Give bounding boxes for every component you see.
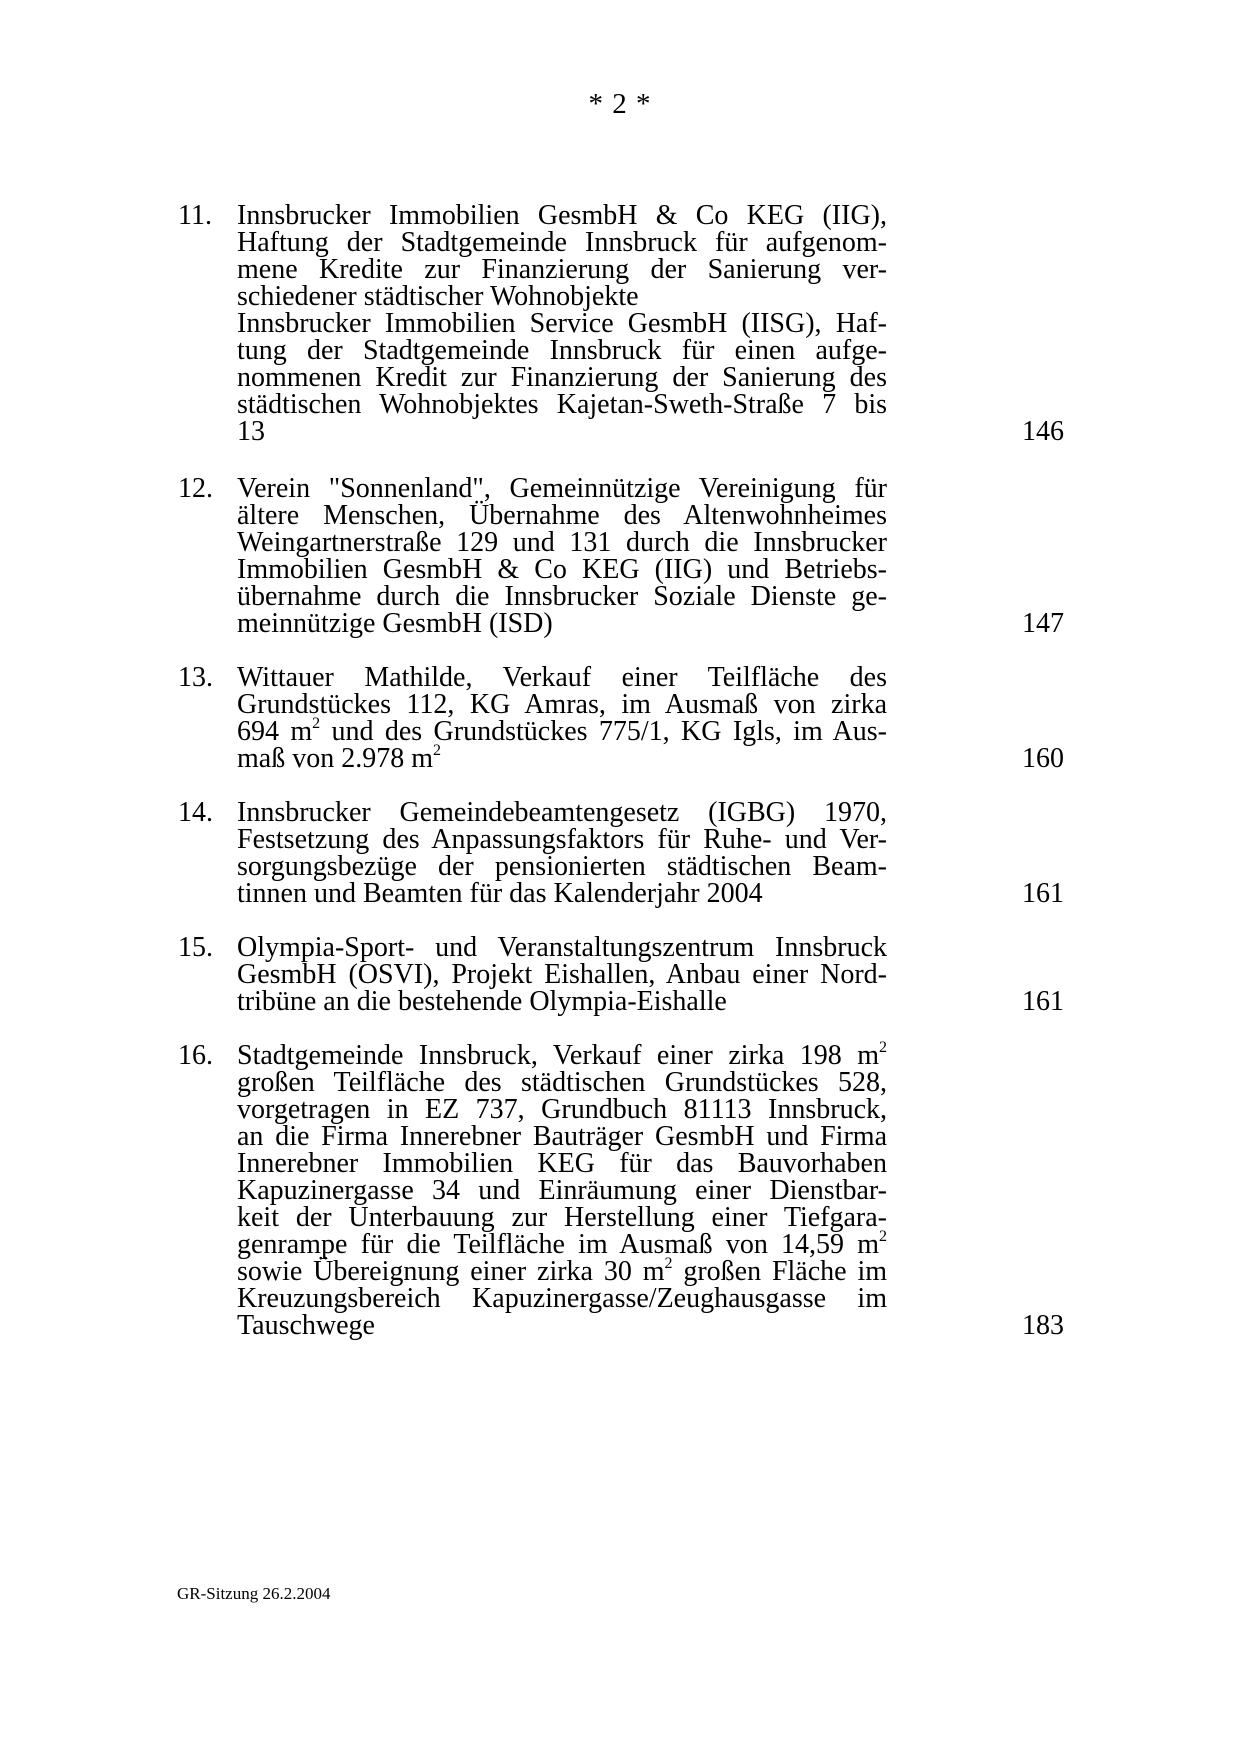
superscript: 2 — [433, 742, 441, 759]
superscript: 2 — [312, 715, 321, 732]
text-line: übernahme durch die Innsbrucker Soziale Dienste ge- — [237, 581, 887, 612]
text-line: ältere Menschen, Übernahme des Altenwohnheimes — [237, 500, 887, 531]
text-line: 13 — [237, 416, 265, 447]
text-line: Tauschwege — [237, 1310, 375, 1341]
text-line: Innsbrucker Gemeindebeamtengesetz (IGBG) 1970, — [237, 797, 887, 828]
item-page-number: 161 — [1022, 986, 1064, 1017]
text-line: Innsbrucker Immobilien Service GesmbH (IISG), Haf- — [237, 308, 887, 339]
item-number: 13. — [178, 662, 213, 693]
text-line: Verein "Sonnenland", Gemeinnützige Vereinigung für — [237, 473, 887, 504]
text-line: tribüne an die bestehende Olympia-Eishalle — [237, 986, 727, 1017]
text-line: an die Firma Innerebner Bauträger GesmbH und Firma — [237, 1121, 887, 1152]
text-fragment: Stadtgemeinde Innsbruck, Verkauf einer zirka 198 m — [237, 1040, 879, 1071]
item-page-number: 146 — [1022, 416, 1064, 447]
text-line: Kapuzinergasse 34 und Einräumung einer Dienstbar- — [237, 1175, 887, 1206]
item-title — [237, 202, 887, 445]
superscript: 2 — [664, 1255, 673, 1272]
text-line: Immobilien GesmbH & Co KEG (IIG) und Betriebs- — [237, 554, 887, 585]
superscript: 2 — [879, 1039, 887, 1056]
page-number: * 2 * — [588, 88, 652, 120]
item-title — [237, 475, 887, 637]
text-line: tinnen und Beamten für das Kalenderjahr 2004 — [237, 878, 763, 909]
text-line: keit der Unterbauung zur Herstellung einer Tiefgara- — [237, 1202, 887, 1233]
text-line: Festsetzung des Anpassungsfaktors für Ruhe- und Ver- — [237, 824, 887, 855]
area-value: 694 m — [237, 716, 313, 747]
text-line: sorgungsbezüge der pensionierten städtischen Beam- — [237, 851, 887, 882]
item-number: 16. — [178, 1040, 213, 1071]
text-line: großen Teilfläche des städtischen Grundstückes 528, — [237, 1067, 887, 1098]
item-number: 14. — [178, 797, 213, 828]
text-line: Haftung der Stadtgemeinde Innsbruck für aufgenom- — [237, 227, 887, 258]
text-line: schiedener städtischer Wohnobjekte — [237, 281, 639, 312]
item-number: 15. — [178, 932, 213, 963]
superscript: 2 — [879, 1228, 887, 1245]
footer-session-date: GR-Sitzung 26.2.2004 — [177, 1584, 331, 1603]
text-line: Wittauer Mathilde, Verkauf einer Teilfläche des — [237, 662, 887, 693]
text-line — [237, 715, 887, 747]
text-fragment: und des Grundstückes 775/1, KG Igls, im Aus- — [331, 716, 887, 747]
item-page-number: 147 — [1022, 608, 1064, 639]
text-fragment: sowie Übereignung einer zirka 30 m — [237, 1256, 665, 1287]
text-line — [237, 1228, 887, 1260]
item-number: 12. — [178, 473, 213, 504]
text-line — [237, 1255, 887, 1287]
text-fragment: großen Fläche im — [683, 1256, 887, 1287]
text-line: Innerebner Immobilien KEG für das Bauvorhaben — [237, 1148, 887, 1179]
item-number: 11. — [178, 200, 212, 231]
text-line: meinnützige GesmbH (ISD) — [237, 608, 553, 639]
item-page-number: 160 — [1022, 743, 1064, 774]
text-line: mene Kredite zur Finanzierung der Sanierung ver- — [237, 254, 887, 285]
area-value: maß von 2.978 m — [237, 743, 433, 774]
item-page-number: 183 — [1022, 1310, 1064, 1341]
text-line: nommenen Kredit zur Finanzierung der Sanierung des — [237, 362, 887, 393]
text-line: Olympia-Sport- und Veranstaltungszentrum Innsbruck — [237, 932, 887, 963]
text-line: Kreuzungsbereich Kapuzinergasse/Zeughausgasse im — [237, 1283, 887, 1314]
text-line: vorgetragen in EZ 737, Grundbuch 81113 Innsbruck, — [237, 1094, 887, 1125]
item-title — [237, 799, 887, 907]
item-title — [237, 664, 887, 772]
text-line: städtischen Wohnobjektes Kajetan-Sweth-Straße 7 bis — [237, 389, 887, 420]
text-line: Innsbrucker Immobilien GesmbH & Co KEG (IIG), — [237, 200, 887, 231]
item-title — [237, 934, 887, 1015]
text-line — [237, 742, 887, 774]
item-title — [237, 1039, 887, 1341]
text-line — [237, 1039, 887, 1071]
text-line: GesmbH (OSVI), Projekt Eishallen, Anbau einer Nord- — [237, 959, 887, 990]
item-page-number: 161 — [1022, 878, 1064, 909]
text-line: tung der Stadtgemeinde Innsbruck für einen aufge- — [237, 335, 887, 366]
text-fragment: genrampe für die Teilfläche im Ausmaß von 14,59 m — [237, 1229, 879, 1260]
text-line: Grundstückes 112, KG Amras, im Ausmaß von zirka — [237, 689, 887, 720]
text-line: Weingartnerstraße 129 und 131 durch die Innsbrucker — [237, 527, 887, 558]
